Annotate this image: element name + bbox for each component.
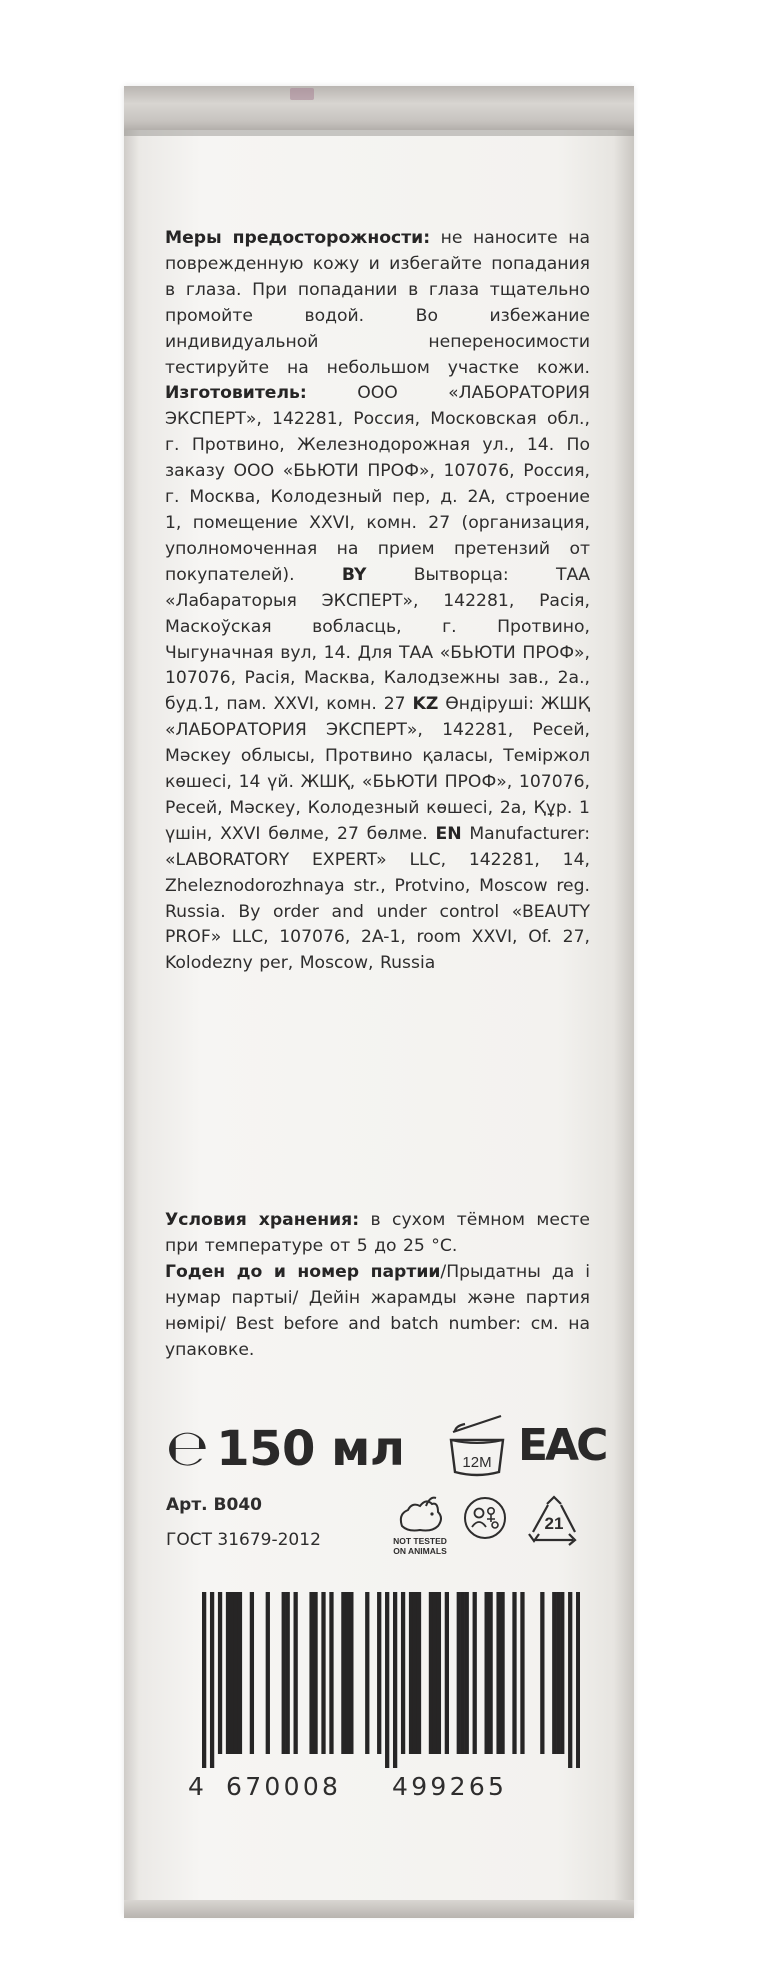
barcode-bar: [393, 1592, 397, 1768]
storage-text-block: [165, 1208, 590, 1363]
pao-label: 12M: [462, 1454, 492, 1471]
barcode-bar: [309, 1592, 313, 1754]
barcode-bar: [556, 1592, 560, 1754]
barcode-bar: [465, 1592, 469, 1754]
barcode-bar: [409, 1592, 413, 1754]
barcode-bar: [321, 1592, 325, 1754]
by-code: BY: [341, 564, 367, 585]
box-top-accent: [290, 88, 314, 100]
barcode-bar: [520, 1592, 524, 1754]
expiry-section: [165, 1260, 590, 1364]
barcode-bar: [286, 1592, 290, 1754]
box-top-flap: [124, 86, 634, 130]
barcode-bar: [552, 1592, 556, 1754]
precautions-section: [165, 228, 590, 378]
kz-section: [165, 694, 590, 844]
barcode-bar: [568, 1592, 572, 1768]
barcode-bar: [473, 1592, 477, 1754]
barcode-bar: [345, 1592, 349, 1754]
barcode-bar: [488, 1592, 492, 1754]
barcode-digit-first: 4: [188, 1772, 208, 1801]
barcode-bar: [576, 1592, 580, 1768]
barcode-bar: [294, 1592, 298, 1754]
barcode-bar: [282, 1592, 286, 1754]
article-number: Арт. B040: [166, 1495, 262, 1515]
barcode-bar: [234, 1592, 238, 1754]
barcode-bar: [218, 1592, 222, 1754]
barcode-bar: [238, 1592, 242, 1754]
barcode-bar: [429, 1592, 433, 1754]
barcode-bar: [401, 1592, 405, 1754]
kz-code: KZ: [412, 694, 439, 715]
barcode-bar: [417, 1592, 421, 1754]
not-tested-on-animals-icon: [392, 1492, 448, 1560]
expiry-label: Годен до и номер партии: [165, 1261, 441, 1282]
by-text: Вытворца: ТАА «Лабараторыя ЭКСПЕРТ», 142281, Расія, Маскоўская вобласць, г. Протвино, Чыгуначная вул, 14. Для ТАА «БЬЮТИ ПРОФ», 107076, Расія, Масква, Калодзежны зав., 2а., буд.1, пам. XXVI, комн. 27: [165, 564, 590, 715]
manufacturer-section: [165, 383, 590, 584]
kz-text: Өндіруші: ЖШҚ «ЛАБОРАТОРИЯ ЭКСПЕРТ», 142281, Ресей, Мәскеу облысы, Протвино қаласы, Теміржол көшесі, 14 үй. ЖШҚ, «БЬЮТИ ПРОФ», 107076, Ресей, Мәскеу, Колодезный көшесі, 2а, Құр. 1 үшін, XXVI бөлме, 27 бөлме.: [165, 694, 590, 844]
en-text: Manufacturer: «LABORATORY EXPERT» LLC, 142281, 14, Zheleznodorozhnaya str., Protvino, Moscow reg. Russia. By order and under control «BEAUTY PROF» LLC, 107076, 2A-1, room XXVI, Of. 27, Kolodezny per, Moscow, Russia: [165, 823, 590, 974]
box-top-fold: [124, 130, 634, 136]
barcode-bar: [433, 1592, 437, 1754]
barcode-digits-group2: 499265: [392, 1772, 508, 1801]
storage-label: Условия хранения:: [165, 1210, 360, 1230]
volume-value: 150 мл: [216, 1421, 405, 1477]
barcode-bar: [385, 1592, 389, 1768]
barcode: [202, 1592, 580, 1768]
estimated-sign-icon: ℮: [166, 1419, 209, 1477]
gost-number: ГОСТ 31679-2012: [166, 1530, 321, 1550]
en-code: EN: [435, 823, 462, 844]
barcode-bar: [413, 1592, 417, 1754]
barcode-bar: [329, 1592, 333, 1754]
barcode-bar: [250, 1592, 254, 1754]
barcode-bar: [445, 1592, 449, 1754]
barcode-bar: [496, 1592, 500, 1754]
expiry-text: /Прыдатны да і нумар партыі/ Дейін жарамды және партия нөмірі/ Best before and batch number: см. на упаковке.: [165, 1261, 590, 1360]
barcode-bar: [461, 1592, 465, 1754]
manufacturer-text: ООО «ЛАБОРАТОРИЯ ЭКСПЕРТ», 142281, Россия, Московская обл., г. Протвино, Железнодорожная ул., 14. По заказу ООО «БЬЮТИ ПРОФ», 107076, Россия, г. Москва, Колодезный пер, д. 2А, строение 1, помещение XXVI, комн. 27 (организация, уполномоченная на прием претензий от покупателей).: [165, 383, 590, 585]
barcode-bar: [560, 1592, 564, 1754]
not-tested-line2: ON ANIMALS: [393, 1546, 447, 1556]
barcode-digits-group1: 670008: [226, 1772, 342, 1801]
barcode-bar: [512, 1592, 516, 1754]
barcode-bar: [341, 1592, 345, 1754]
box-bottom-edge: [124, 1900, 634, 1918]
precautions-label: Меры предосторожности:: [165, 228, 431, 248]
eac-mark: ЕАС: [518, 1420, 606, 1471]
barcode-bar: [210, 1592, 214, 1768]
manufacturer-label: Изготовитель:: [165, 383, 307, 404]
storage-section: [165, 1208, 590, 1260]
barcode-bar: [437, 1592, 441, 1754]
barcode-bar: [349, 1592, 353, 1754]
barcode-bar: [500, 1592, 504, 1754]
barcode-bar: [313, 1592, 317, 1754]
barcode-bar: [230, 1592, 234, 1754]
barcode-bar: [457, 1592, 461, 1754]
volume: [166, 1420, 405, 1477]
barcode-bar: [202, 1592, 206, 1768]
precautions-text: не наносите на поврежденную кожу и избегайте попадания в глаза. При попадании в глаза тщательно промойте водой. Во избежание индивидуальной непереносимости тестируйте на небольшом участке кожи.: [165, 228, 590, 378]
barcode-bar: [266, 1592, 270, 1754]
en-section: [165, 824, 590, 974]
label-text-block: [165, 226, 590, 977]
barcode-bar: [226, 1592, 230, 1754]
storage-text: в сухом тёмном месте при температуре от 5 до 25 °C.: [165, 1210, 590, 1256]
recycle-icon: [525, 1494, 583, 1546]
open-jar-icon: [445, 1410, 509, 1480]
not-tested-line1: NOT TESTED: [393, 1536, 447, 1546]
family-use-icon: [463, 1496, 507, 1540]
barcode-bar: [377, 1592, 381, 1754]
barcode-bar: [485, 1592, 489, 1754]
recycle-code: 21: [544, 1514, 564, 1533]
by-section: [165, 565, 590, 715]
barcode-bar: [365, 1592, 369, 1754]
barcode-bar: [540, 1592, 544, 1754]
